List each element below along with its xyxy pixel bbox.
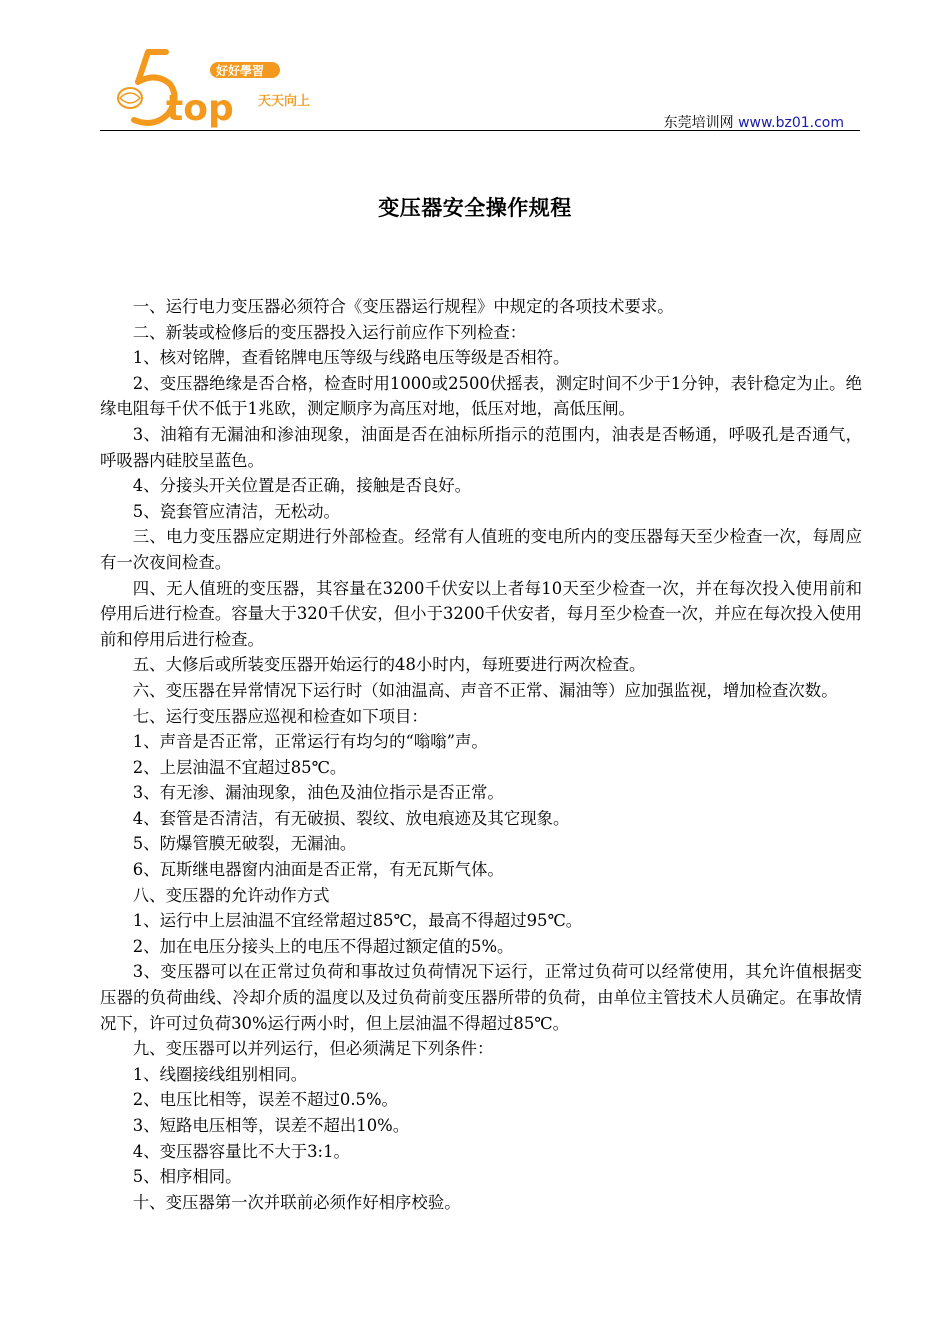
document-paragraph: 七、运行变压器应巡视和检查如下项目： (132, 706, 428, 726)
document-paragraph: 十、变压器第一次并联前必须作好相序校验。 (132, 1192, 461, 1212)
header-divider (100, 130, 860, 131)
document-paragraph: 6、瓦斯继电器窗内油面是否正常，有无瓦斯气体。 (132, 860, 504, 880)
slogan-bottom: 天天向上 (258, 94, 311, 109)
document-paragraph: 3、变压器可以在正常过负荷和事故过负荷情况下运行，正常过负荷可以经常使用，其允许值根据变压器的负荷曲线、冷却介质的温度以及过负荷前变压器所带的负荷，由单位主管技术人员确定。在事故情况下，许可过负荷30%运行两小时，但上层油温不得超过85℃。 (100, 962, 862, 1033)
document-paragraph: 4、变压器容量比不大于3:1。 (132, 1141, 350, 1161)
document-paragraph: 九、变压器可以并列运行，但必须满足下列条件： (132, 1039, 494, 1059)
5top-logo-icon (108, 44, 348, 134)
document-paragraph: 四、无人值班的变压器，其容量在3200千伏安以上者每10天至少检查一次，并在每次投入使用前和停用后进行检查。容量大于320千伏安，但小于3200千伏安者，每月至少检查一次，并应在每次投入使用前和停用后进行检查。 (100, 578, 862, 649)
document-body (100, 294, 862, 1215)
document-paragraph: 2、上层油温不宜超过85℃。 (132, 757, 347, 777)
document-paragraph: 3、油箱有无漏油和渗油现象，油面是否在油标所指示的范围内，油表是否畅通，呼吸孔是否通气，呼吸器内硅胶呈蓝色。 (100, 424, 862, 470)
document-paragraph: 3、有无渗、漏油现象，油色及油位指示是否正常。 (132, 783, 504, 803)
document-paragraph: 2、电压比相等，误差不超过0.5%。 (132, 1090, 398, 1110)
document-paragraph: 六、变压器在异常情况下运行时（如油温高、声音不正常、漏油等）应加强监视，增加检查次数。 (132, 680, 838, 700)
document-paragraph: 八、变压器的允许动作方式 (132, 885, 330, 905)
document-title: 变压器安全操作规程 (378, 196, 572, 220)
document-paragraph: 1、声音是否正常，正常运行有均匀的“嗡嗡”声。 (132, 732, 488, 752)
document-paragraph: 二、新装或检修后的变压器投入运行前应作下列检查： (132, 322, 527, 342)
document-paragraph: 4、分接头开关位置是否正确，接触是否良好。 (132, 476, 472, 496)
document-paragraph: 4、套管是否清洁，有无破损、裂纹、放电痕迹及其它现象。 (132, 808, 570, 828)
document-paragraph: 2、加在电压分接头上的电压不得超过额定值的5%。 (132, 936, 514, 956)
document-paragraph: 1、运行中上层油温不宜经常超过85℃，最高不得超过95℃。 (132, 911, 583, 931)
document-paragraph: 一、运行电力变压器必须符合《变压器运行规程》中规定的各项技术要求。 (132, 297, 674, 316)
document-paragraph: 1、核对铭牌，查看铭牌电压等级与线路电压等级是否相符。 (132, 348, 570, 368)
document-paragraph: 5、瓷套管应清洁，无松动。 (132, 501, 340, 521)
site-label: 东莞培训网 (663, 115, 734, 131)
document-paragraph: 3、短路电压相等，误差不超出10%。 (132, 1116, 410, 1135)
document-paragraph: 1、线圈接线组别相同。 (132, 1064, 308, 1084)
document-paragraph: 五、大修后或所装变压器开始运行的48小时内，每班要进行两次检查。 (132, 655, 646, 675)
slogan-top: 好好學習 (216, 64, 265, 78)
document-paragraph: 三、电力变压器应定期进行外部检查。经常有人值班的变电所内的变压器每天至少检查一次，每周应有一次夜间检查。 (100, 527, 862, 572)
site-url-link[interactable]: www.bz01.com (738, 115, 844, 131)
brand-text: top (166, 88, 234, 129)
document-paragraph: 2、变压器绝缘是否合格，检查时用1000或2500伏摇表，测定时间不少于1分钟，表针稳定为止。绝缘电阻每千伏不低于1兆欧，测定顺序为高压对地，低压对地，高低压闸。 (100, 373, 862, 419)
document-paragraph: 5、防爆管膜无破裂，无漏油。 (132, 834, 357, 854)
site-credit (664, 112, 844, 132)
logo (108, 44, 348, 134)
document-paragraph: 5、相序相同。 (132, 1167, 242, 1187)
